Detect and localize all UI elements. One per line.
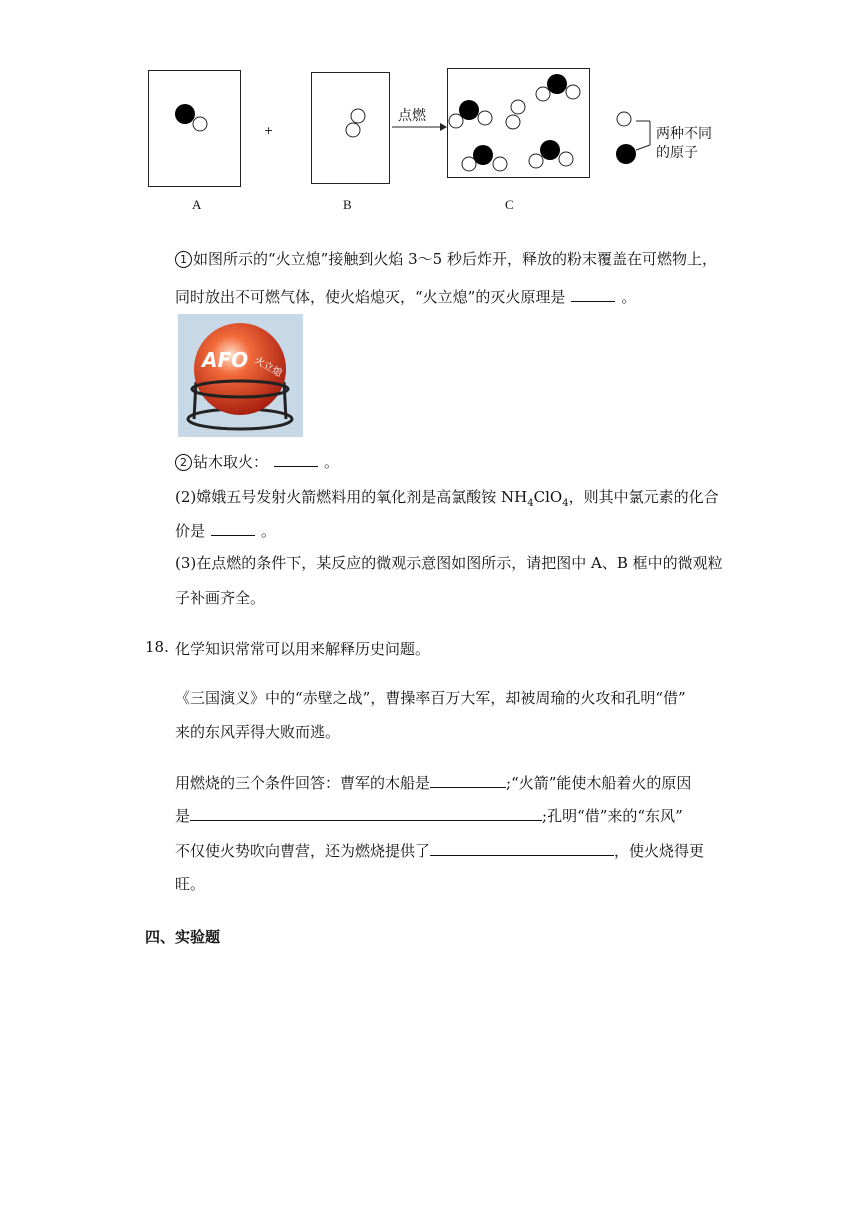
molecule-a: [175, 104, 207, 131]
molecule-c-3: [506, 100, 525, 129]
q18-ask2-text: 是: [175, 807, 191, 825]
molecule-c-5: [529, 140, 573, 168]
q18-ask-line4: 旺。: [175, 875, 206, 893]
fire-ball-image: [178, 314, 303, 437]
q17-part3-text2: 价是: [175, 522, 206, 540]
answer-blank-3[interactable]: [211, 521, 255, 536]
diagram-shapes: [0, 0, 860, 230]
molecule-c-1: [449, 100, 492, 128]
reaction-diagram: [0, 0, 860, 230]
circled-number-2: 2: [175, 454, 192, 471]
q17-part1-line1: [175, 249, 717, 269]
answer-blank-4[interactable]: [430, 773, 506, 788]
label-b: B: [343, 197, 352, 212]
plus-sign: +: [264, 124, 274, 137]
formula-sub-1: 4: [527, 498, 534, 509]
answer-blank-1[interactable]: [571, 287, 615, 302]
q18-ask-line2: [175, 806, 683, 826]
q18-ask1-tail: ;“火箭”能使木船着火的原因: [506, 774, 692, 792]
q18-ask-line1: [175, 773, 691, 793]
q18-ask-line3: [175, 841, 704, 861]
circled-number-1: 1: [175, 251, 192, 268]
answer-blank-2[interactable]: [274, 452, 318, 467]
q17-part4-line1: (3)在点燃的条件下，某反应的微观示意图如图所示，请把图中 A、B 框中的微观粒: [175, 554, 723, 572]
q18-story-line1: 《三国演义》中的“赤壁之战”，曹操率百万大军，却被周瑜的火攻和孔明“借”: [175, 689, 686, 707]
legend-text-2: 的原子: [656, 145, 698, 161]
answer-blank-6[interactable]: [430, 841, 614, 856]
formula-mid: ClO: [533, 488, 563, 506]
q17-part1-text: 如图所示的“火立熄”接触到火焰 3～5 秒后炸开，释放的粉末覆盖在可燃物上，: [193, 250, 717, 268]
q17-part4-line2: 子补画齐全。: [175, 589, 266, 607]
q17-part3-line2: [175, 521, 276, 541]
q17-part3-tail: 。: [261, 522, 277, 540]
q18-title: 化学知识常常可以用来解释历史问题。: [175, 640, 431, 658]
molecule-c-2: [536, 74, 580, 101]
q17-part1-text2: 同时放出不可燃气体，使火焰熄灭，“火立熄”的灭火原理是: [175, 288, 566, 306]
molecule-c-4: [462, 145, 507, 171]
label-c: C: [505, 197, 514, 212]
arrow-label: 点燃: [398, 108, 426, 124]
legend-atoms: [616, 112, 650, 164]
fire-ball-illustration: [178, 314, 303, 437]
section-title: 四、实验题: [145, 928, 221, 946]
answer-blank-5[interactable]: [190, 806, 542, 821]
q17-part1-tail: 。: [621, 288, 637, 306]
q17-part3-text-b: ，则其中氯元素的化合: [568, 488, 719, 506]
q17-part3-line1: [175, 487, 719, 514]
q18-ask2-tail: ;孔明“借”来的“东风”: [542, 807, 683, 825]
q18-ask3-tail: ，使火烧得更: [614, 842, 705, 860]
fire-ball-logo: AFO: [202, 348, 249, 372]
q17-part2-text: 钻木取火：: [193, 453, 269, 471]
q17-part1-line2: [175, 287, 636, 307]
q17-part3-text: (2)嫦娥五号发射火箭燃料用的氧化剂是高氯酸铵 NH: [175, 488, 528, 506]
formula-sub-2: 4: [562, 498, 569, 509]
label-a: A: [192, 197, 202, 212]
legend-text-1: 两种不同: [656, 126, 712, 142]
q18-ask3-text: 不仅使火势吹向曹营，还为燃烧提供了: [175, 842, 431, 860]
fire-ball-side-text: 火立熄: [252, 354, 284, 380]
q17-part2: [175, 452, 339, 472]
q18-number: 18.: [145, 638, 169, 656]
q17-part2-tail: 。: [324, 453, 340, 471]
q18-story-line2: 来的东风弄得大败而逃。: [175, 723, 341, 741]
molecule-b: [346, 109, 365, 137]
q18-ask1-text: 用燃烧的三个条件回答：曹军的木船是: [175, 774, 431, 792]
